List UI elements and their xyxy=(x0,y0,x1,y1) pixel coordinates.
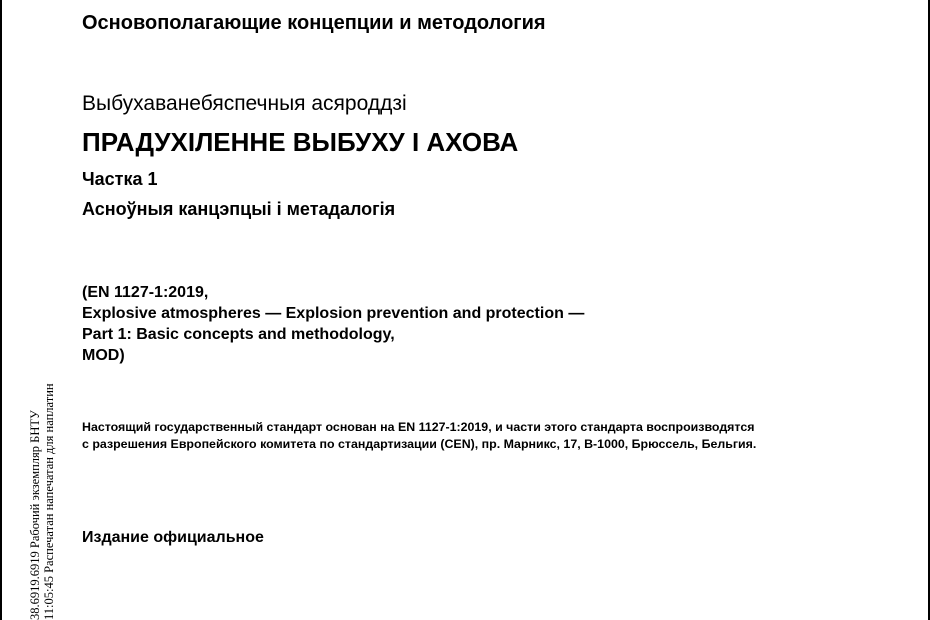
title-belarusian: Выбухаванебяспечныя асяроддзі xyxy=(82,92,407,115)
title-belarusian-upper: ПРАДУХІЛЕННЕ ВЫБУХУ І АХОВА xyxy=(82,127,519,157)
part-label-belarusian: Частка 1 xyxy=(82,169,158,189)
en-reference-line: Explosive atmospheres — Explosion prevention and protection — xyxy=(82,305,585,322)
copyright-notice xyxy=(82,419,756,453)
notice-line: Настоящий государственный стандарт основан на EN 1127-1:2019, и части этого стандарта воспроизводятся xyxy=(82,420,755,434)
watermark-line: 11:05:45 Распечатан напечатан для наплатин xyxy=(42,383,56,620)
header-title: Основополагающие концепции и методология xyxy=(82,12,546,34)
notice-line: с разрешения Европейского комитета по стандартизации (CEN), пр. Марникс, 17, B-1000, Брюссель, Бельгия. xyxy=(82,437,757,451)
edition-label: Издание официальное xyxy=(82,529,264,546)
subtitle-belarusian: Асноўныя канцэпцыі і метадалогія xyxy=(82,199,396,219)
en-reference-line: Part 1: Basic concepts and methodology, xyxy=(82,326,395,343)
en-reference-line: (EN 1127-1:2019, xyxy=(82,284,209,301)
en-reference-block xyxy=(82,282,584,366)
side-watermark xyxy=(28,383,56,620)
watermark-line: 38.6919.6919 Рабочий экземпляр БНТУ xyxy=(28,410,42,620)
en-reference-line: MOD) xyxy=(82,347,125,364)
